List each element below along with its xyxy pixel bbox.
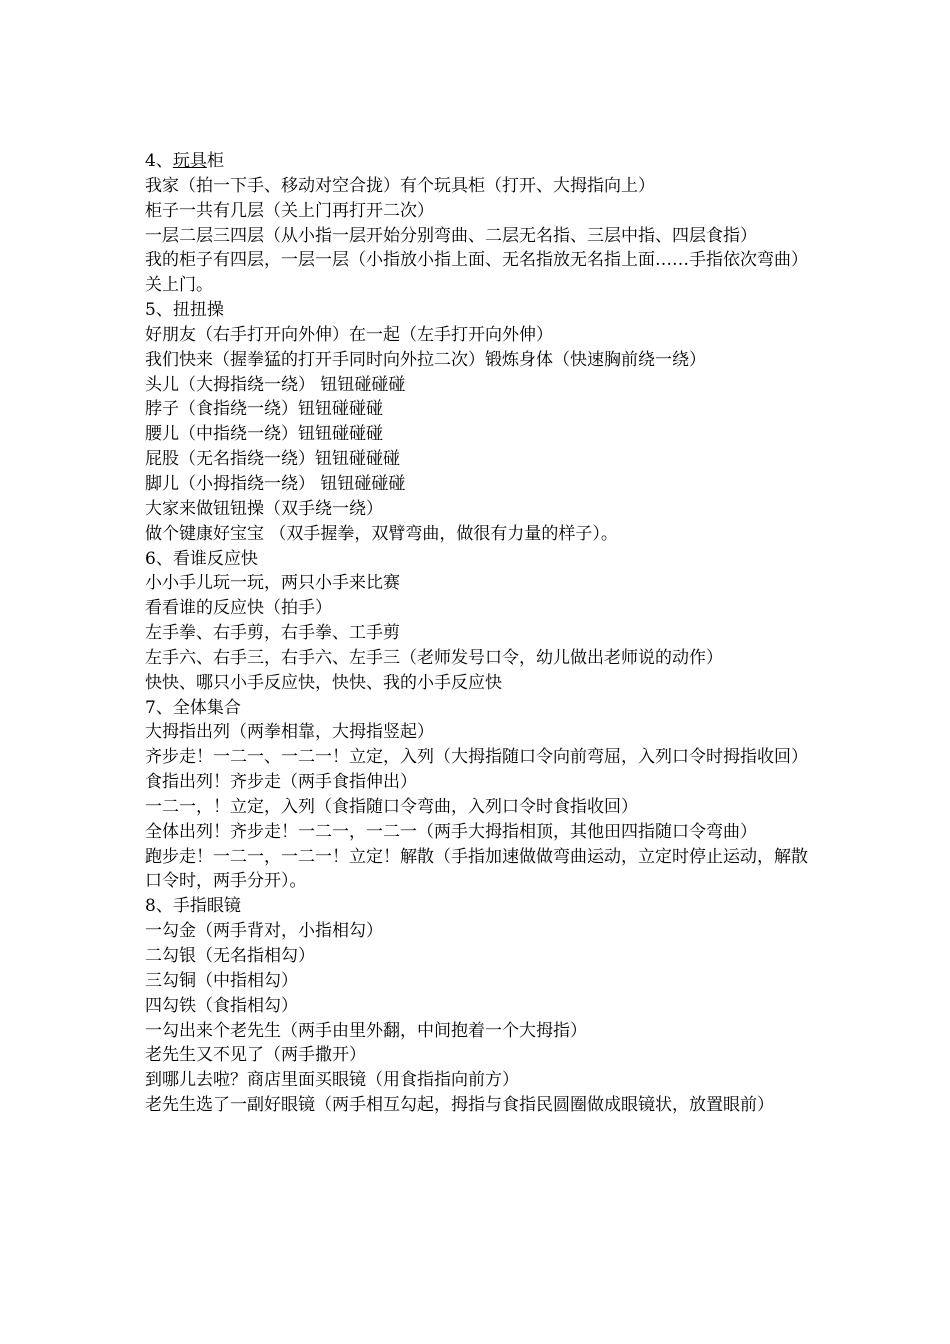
section-4-line: 我的柜子有四层，一层一层（小指放小指上面、无名指放无名指上面……手指依次弯曲）关上门。: [145, 250, 808, 296]
section-6-line: 左手拳、右手剪，右手拳、工手剪: [145, 623, 400, 644]
section-6-line: 快快、哪只小手反应快，快快、我的小手反应快: [145, 672, 502, 693]
section-5-line: 脚儿（小拇指绕一绕） 钮钮碰碰碰: [145, 473, 406, 494]
section-7-line: 一二一，！立定，入列（食指随口令弯曲，入列口令时食指收回）: [145, 796, 638, 817]
section-6-heading: 6、看谁反应快: [145, 548, 258, 569]
section-4-title-rest: 柜: [206, 151, 224, 171]
section-5-line: 脖子（食指绕一绕）钮钮碰碰碰: [145, 399, 383, 420]
section-5-line: 头儿（大拇指绕一绕） 钮钮碰碰碰: [145, 374, 406, 395]
section-5-heading: 5、扭扭操: [145, 300, 224, 321]
section-8-line: 老先生选了一副好眼镜（两手相互勾起，拇指与食指民圆圈做成眼镜状，放置眼前）: [145, 1095, 774, 1116]
section-8-line: 二勾银（无名指相勾）: [145, 946, 315, 966]
section-4-heading: [145, 149, 810, 174]
section-5-line: 大家来做钮钮操（双手绕一绕）: [145, 498, 383, 519]
section-7-heading: 7、全体集合: [145, 697, 241, 718]
section-5-line: 屁股（无名指绕一绕）钮钮碰碰碰: [145, 449, 400, 470]
section-5-line: 我们快来（握拳猛的打开手同时向外拉二次）锻炼身体（快速胸前绕一绕）: [145, 349, 706, 370]
section-8-line: 到哪儿去啦？商店里面买眼镜（用食指指向前方）: [145, 1070, 519, 1091]
section-6-line: 小小手儿玩一玩，两只小手来比赛: [145, 573, 400, 594]
section-7-line: 齐步走！一二一、一二一！立定，入列（大拇指随口令向前弯屈，入列口令时拇指收回）: [145, 747, 808, 768]
section-5-line: 好朋友（右手打开向外伸）在一起（左手打开向外伸）: [145, 324, 553, 345]
section-4-line: 柜子一共有几层（关上门再打开二次）: [145, 200, 434, 221]
section-5-line: 做个键康好宝宝 （双手握拳，双臂弯曲，做很有力量的样子）。: [145, 523, 618, 544]
section-6-line: 左手六、右手三，右手六、左手三（老师发号口令，幼儿做出老师说的动作）: [145, 647, 723, 668]
document-page: [145, 149, 810, 1118]
section-4-line: 我家（拍一下手、移动对空合拢）有个玩具柜（打开、大拇指向上）: [145, 175, 655, 196]
section-8-line: 一勾出来个老先生（两手由里外翻，中间抱着一个大拇指）: [145, 1020, 587, 1041]
section-4-number: 4、: [145, 151, 173, 171]
section-8-line: 四勾铁（食指相勾）: [145, 995, 298, 1016]
section-5-line: 腰儿（中指绕一绕）钮钮碰碰碰: [145, 424, 383, 445]
section-7-line: 全体出列！齐步走！一二一，一二一（两手大拇指相顶，其他田四指随口令弯曲）: [145, 821, 757, 842]
section-8-line: 三勾铜（中指相勾）: [145, 970, 298, 991]
section-8-heading: 8、手指眼镜: [145, 896, 241, 917]
section-8-line: 老先生又不见了（两手撒开）: [145, 1045, 366, 1066]
section-7-line: 跑步走！一二一，一二一！立定！解散（手指加速做做弯曲运动，立定时停止运动，解散口令时，两手分开）。: [145, 846, 808, 892]
section-4-title-underlined: 玩具: [172, 151, 207, 171]
section-7-line: 食指出列！齐步走（两手食指伸出）: [145, 772, 417, 793]
section-4-line: 一层二层三四层（从小指一层开始分别弯曲、二层无名指、三层中指、四层食指）: [145, 225, 757, 246]
section-7-line: 大拇指出列（两拳相靠，大拇指竖起）: [145, 722, 434, 743]
section-6-line: 看看谁的反应快（拍手）: [145, 598, 332, 619]
section-8-line: 一勾金（两手背对，小指相勾）: [145, 921, 383, 942]
